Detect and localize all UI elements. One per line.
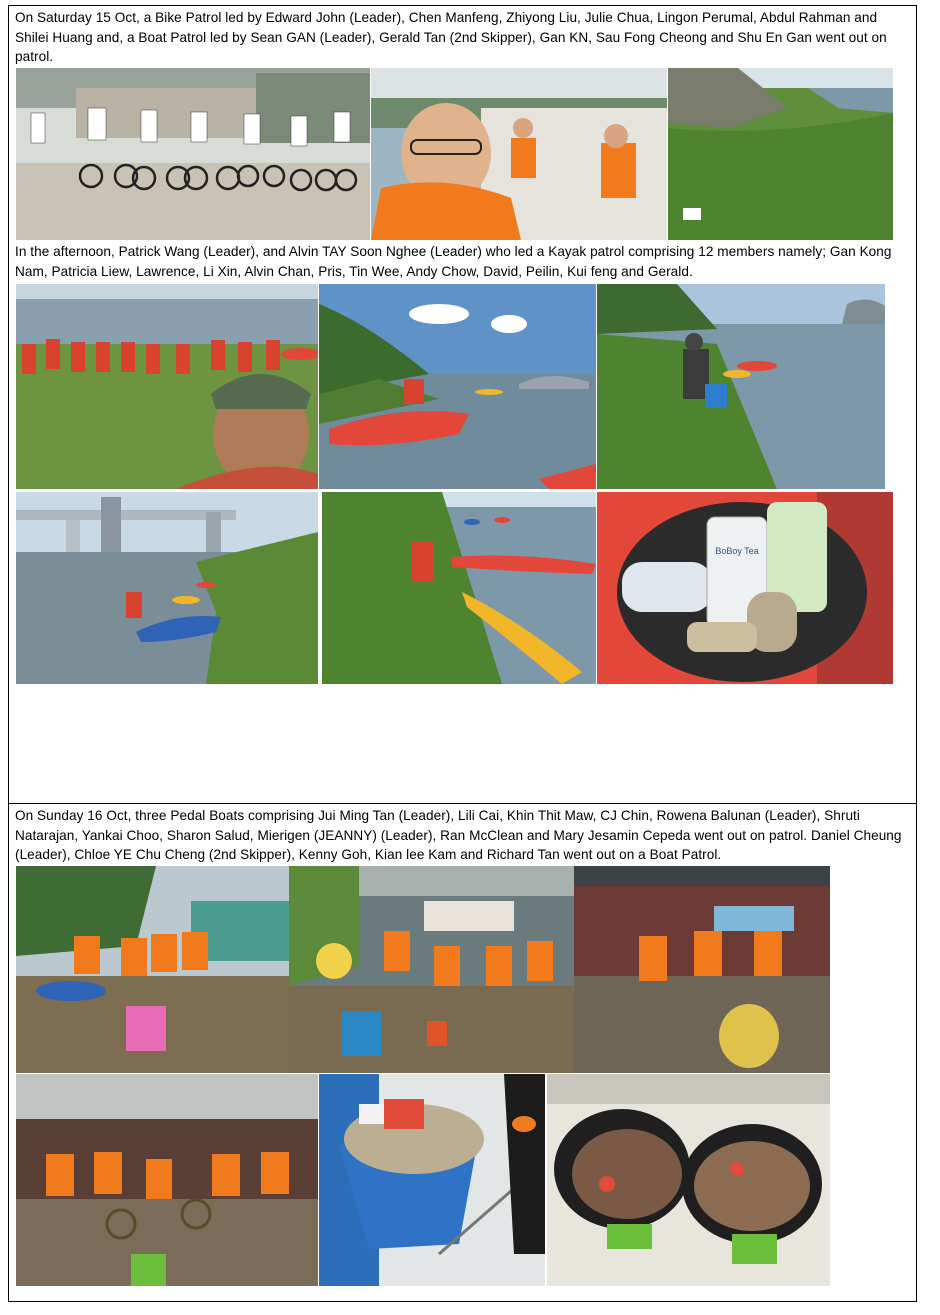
photo-litter-basket [319,1074,545,1286]
photo-pedal-boat-group-2 [289,866,574,1073]
sunday-section [8,803,917,1302]
photo-bike-patrol [16,68,370,240]
photo-kayaks-on-bank [322,492,596,684]
photo-kayak-on-water [319,284,596,489]
photo-trash-bins-boat [547,1074,830,1286]
photo-boat-patrol-selfie [371,68,667,240]
photo-kayaker-cleaning [597,284,885,489]
photo-kayak-group [16,284,318,489]
sunday-text: On Sunday 16 Oct, three Pedal Boats comprising Jui Ming Tan (Leader), Lili Cai, Khin Thit Maw, CJ Chin, Rowena Balunan (Leader), Shruti Natarajan, Yankai Choo, Sharon Salud, Mierigen (JEANNY) (Leader), Ran McClean and Mary Jesamin Cepeda went out on patrol. Daniel Cheung (Leader), Chloe YE Chu Cheng (2nd Skipper), Kenny Goh, Kian lee Kam and Richard Tan went out on a Boat Patrol. [15,808,902,862]
tea-cup-label: BoBoy Tea [715,546,759,556]
saturday-afternoon-text: In the afternoon, Patrick Wang (Leader), and Alvin TAY Soon Nghee (Leader) who led a Kayak patrol comprising 12 members namely; Gan Kong Nam, Patricia Liew, Lawrence, Li Xin, Alvin Chan, Pris, Tin Wee, Andy Chow, David, Peilin, Kui feng and Gerald. [15,244,892,279]
photo-boat-patrol-group [16,1074,318,1286]
photo-bridge-kayaks [16,492,318,684]
photo-collected-litter-kayak [597,492,893,684]
saturday-morning-text: On Saturday 15 Oct, a Bike Patrol led by Edward John (Leader), Chen Manfeng, Zhiyong Liu, Julie Chua, Lingon Perumal, Abdul Rahman and Shilei Huang and, a Boat Patrol led by Sean GAN (Leader), Gerald Tan (2nd Skipper), Gan KN, Sau Fong Cheong and Shu En Gan went out on patrol. [15,10,887,64]
photo-pedal-boat-group-1 [16,866,291,1073]
photo-grass-riverbank [668,68,893,240]
saturday-section [8,5,917,804]
photo-pedal-boat-group-3 [574,866,830,1073]
